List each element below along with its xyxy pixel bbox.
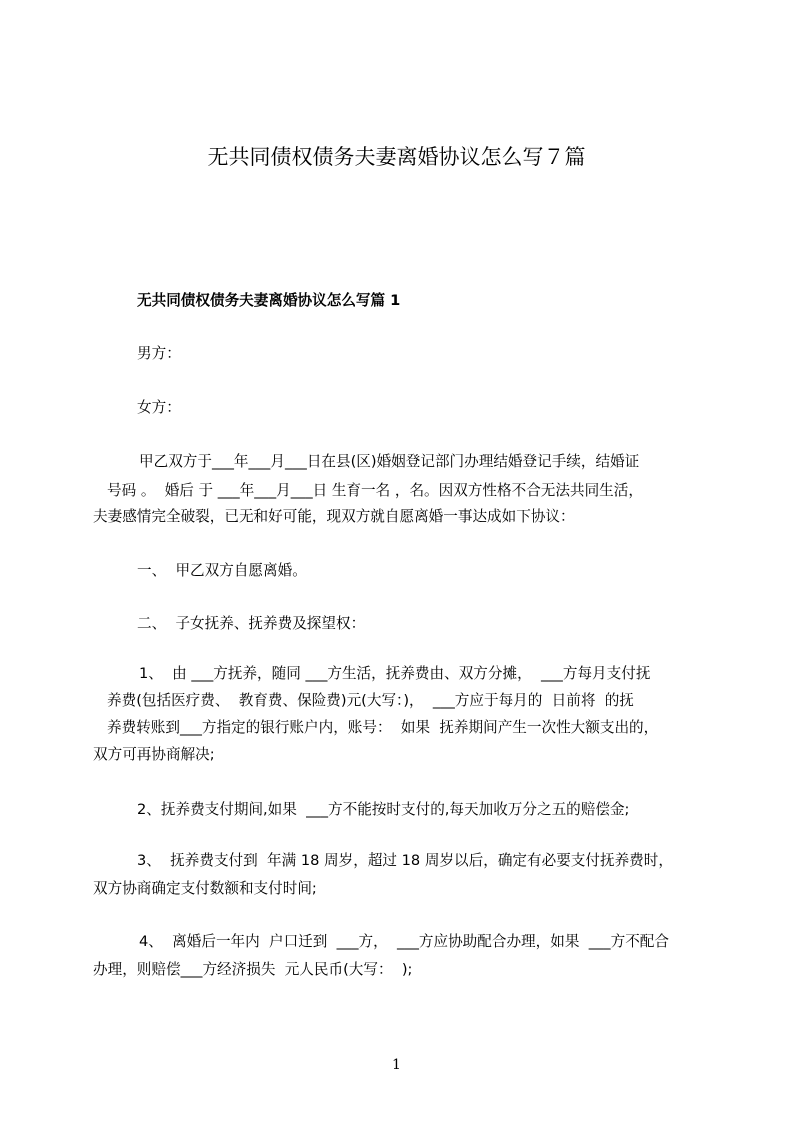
party-male-label: 男方： bbox=[137, 345, 181, 362]
item-3-line-2: 双方协商确定支付数额和支付时间; bbox=[93, 880, 317, 897]
item-3-line-1: 3、 抚养费支付到 年满 18 周岁，超过 18 周岁以后，确定有必要支付抚养费时， bbox=[137, 852, 673, 869]
item-1-line-2: 养费(包括医疗费、 教育费、保险费)元(大写：)， ___方应于每月的 日前将 的抚 bbox=[107, 692, 634, 709]
clause-1: 一、 甲乙双方自愿离婚。 bbox=[137, 562, 307, 579]
item-4-line-1: 4、 离婚后一年内 户口迁到 ___方， ___方应协助配合办理，如果 ___方不配合 bbox=[139, 933, 669, 950]
clause-2: 二、 子女抚养、抚养费及探望权： bbox=[137, 615, 366, 632]
section-heading: 无共同债权债务夫妻离婚协议怎么写篇 1 bbox=[137, 292, 401, 309]
intro-line-2: 号码 。 婚后 于 ___年___月___日 生育一名 ，名。因双方性格不合无法共同生活， bbox=[107, 482, 643, 499]
item-1-line-3: 养费转账到___方指定的银行账户内，账号： 如果 抚养期间产生一次性大额支出的， bbox=[107, 719, 659, 736]
document-title: 无共同债权债务夫妻离婚协议怎么写７篇 bbox=[207, 145, 586, 169]
item-4-line-2: 办理，则赔偿___方经济损失 元人民币(大写： ); bbox=[93, 961, 413, 978]
intro-line-3: 夫妻感情完全破裂，已无和好可能，现双方就自愿离婚一事达成如下协议： bbox=[93, 508, 575, 525]
item-2: 2、抚养费支付期间,如果 ___方不能按时支付的,每天加收万分之五的赔偿金; bbox=[137, 801, 630, 818]
item-1-line-4: 双方可再协商解决; bbox=[93, 746, 215, 763]
intro-line-1: 甲乙双方于___年___月___日在县(区)婚姻登记部门办理结婚登记手续，结婚证 bbox=[139, 453, 640, 470]
party-female-label: 女方： bbox=[137, 399, 181, 416]
item-1-line-1: 1、 由 ___方抚养，随同 ___方生活，抚养费由、双方分摊， ___方每月支付抚 bbox=[139, 665, 651, 682]
page-number: 1 bbox=[392, 1057, 401, 1073]
